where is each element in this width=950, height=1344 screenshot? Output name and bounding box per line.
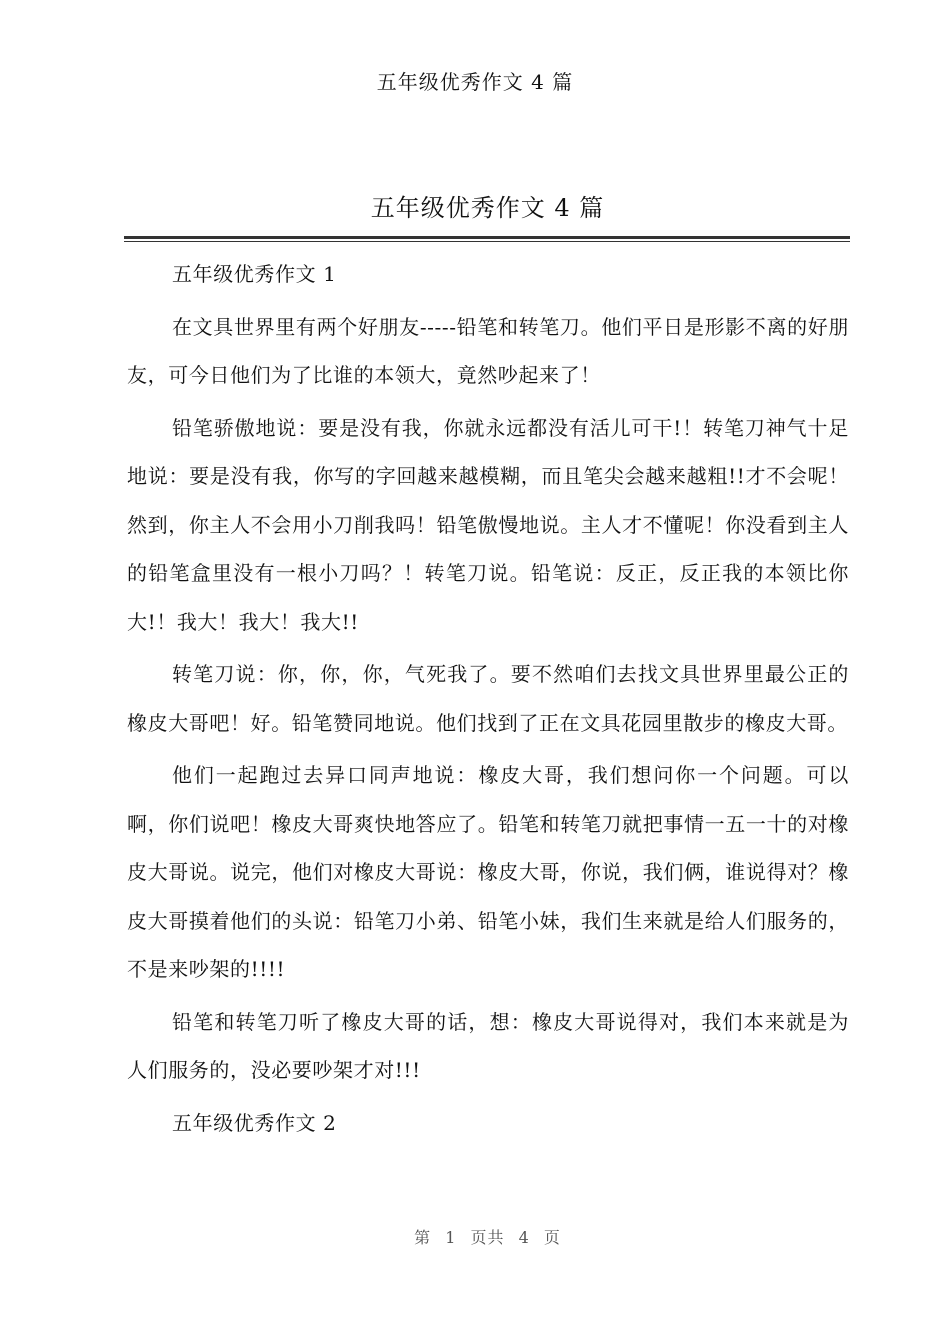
- running-header: 五年级优秀作文 4 篇: [376, 70, 574, 94]
- paragraph: 铅笔骄傲地说：要是没有我，你就永远都没有活儿可干!！转笔刀神气十足地说：要是没有我，你写的字回越来越模糊，而且笔尖会越来越粗!!才不会呢！然到，你主人不会用小刀削我吗！铅笔傲慢地说。主人才不懂呢！你没看到主人的铅笔盒里没有一根小刀吗？！转笔刀说。铅笔说：反正，反正我的本领比你大!！我大！我大！我大!!: [127, 415, 849, 634]
- page-number-footer: 第 1 页共 4 页: [414, 1228, 561, 1247]
- paragraph: 转笔刀说：你，你，你，气死我了。要不然咱们去找文具世界里最公正的橡皮大哥吧！好。铅笔赞同地说。他们找到了正在文具花园里散步的橡皮大哥。: [127, 662, 849, 735]
- document-body: [127, 250, 849, 1151]
- title-divider: [124, 236, 850, 242]
- document-title: 五年级优秀作文 4 篇: [370, 194, 605, 222]
- paragraph: 他们一起跑过去异口同声地说：橡皮大哥，我们想问你一个问题。可以啊，你们说吧！橡皮大哥爽快地答应了。铅笔和转笔刀就把事情一五一十的对橡皮大哥说。说完，他们对橡皮大哥说：橡皮大哥，你说，我们俩，谁说得对？橡皮大哥摸着他们的头说：铅笔刀小弟、铅笔小妹，我们生来就是给人们服务的，不是来吵架的!!!!: [127, 763, 849, 981]
- paragraph: 在文具世界里有两个好朋友-----铅笔和转笔刀。他们平日是形影不离的好朋友，可今日他们为了比谁的本领大，竟然吵起来了！: [127, 314, 849, 387]
- section-heading-essay-1: 五年级优秀作文 1: [172, 262, 337, 286]
- section-heading-essay-2: 五年级优秀作文 2: [172, 1110, 337, 1135]
- paragraph: 铅笔和转笔刀听了橡皮大哥的话，想：橡皮大哥说得对，我们本来就是为人们服务的，没必要吵架才对!!!: [127, 1009, 849, 1082]
